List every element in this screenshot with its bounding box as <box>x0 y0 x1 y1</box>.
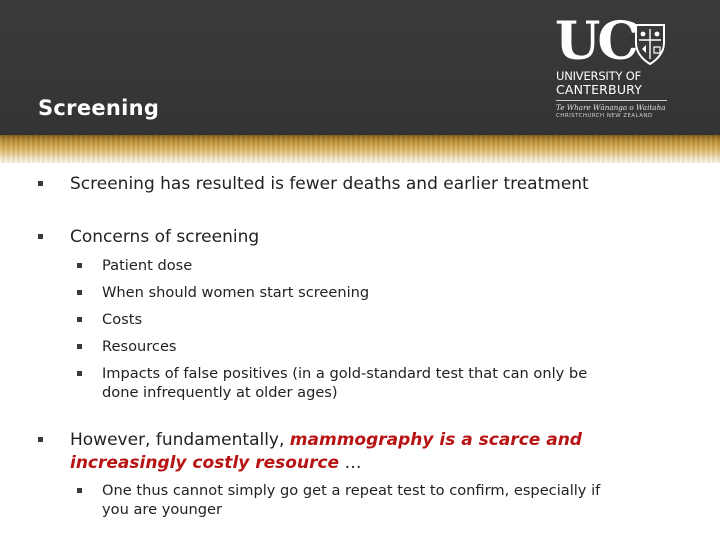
crest-icon <box>633 23 667 65</box>
sub-item-false-positives-cont: done infrequently at older ages) <box>102 384 338 401</box>
sub-bullet-marker <box>77 344 82 349</box>
bullet-concerns: Concerns of screening <box>70 227 260 247</box>
logo-line-university: UNIVERSITY OF <box>556 69 641 83</box>
sub-item-costs: Costs <box>102 311 143 328</box>
sub-item-repeat-test-cont: you are younger <box>102 501 222 518</box>
university-logo <box>555 11 670 123</box>
bullet-fundamentally-prefix: However, fundamentally, <box>70 430 290 450</box>
logo-letters: UC <box>555 11 636 72</box>
sub-item-false-positives: Impacts of false positives (in a gold-standard test that can only be <box>102 365 588 382</box>
sub-bullet-marker <box>77 317 82 322</box>
emphasis-scarce-resource: mammography is a scarce and <box>289 430 582 450</box>
logo-maori-name: Te Whare Wānanga o Waitaha <box>556 103 666 112</box>
bullet-fundamentally-cont <box>70 452 361 474</box>
sub-bullet-marker <box>77 290 82 295</box>
sub-bullet-marker <box>77 263 82 268</box>
bullet-marker <box>38 181 43 186</box>
bullet-fundamentally-suffix: … <box>339 453 362 473</box>
sub-item-repeat-test: One thus cannot simply go get a repeat test to confirm, especially if <box>102 482 601 499</box>
bullet-fundamentally <box>70 429 582 451</box>
slide-title: Screening <box>38 96 160 120</box>
sub-bullet-marker <box>77 488 82 493</box>
sub-item-patient-dose: Patient dose <box>102 257 193 274</box>
logo-divider <box>556 100 667 101</box>
emphasis-costly-resource: increasingly costly resource <box>70 453 340 473</box>
bullet-marker <box>38 234 43 239</box>
logo-line-canterbury: CANTERBURY <box>556 82 643 97</box>
logo-city: CHRISTCHURCH NEW ZEALAND <box>556 113 653 119</box>
sub-item-start-screening: When should women start screening <box>102 284 370 301</box>
sub-bullet-marker <box>77 371 82 376</box>
bullet-marker <box>38 437 43 442</box>
bullet-fewer-deaths: Screening has resulted is fewer deaths and earlier treatment <box>70 174 589 194</box>
gold-divider-band <box>0 135 720 163</box>
sub-item-resources: Resources <box>102 338 177 355</box>
